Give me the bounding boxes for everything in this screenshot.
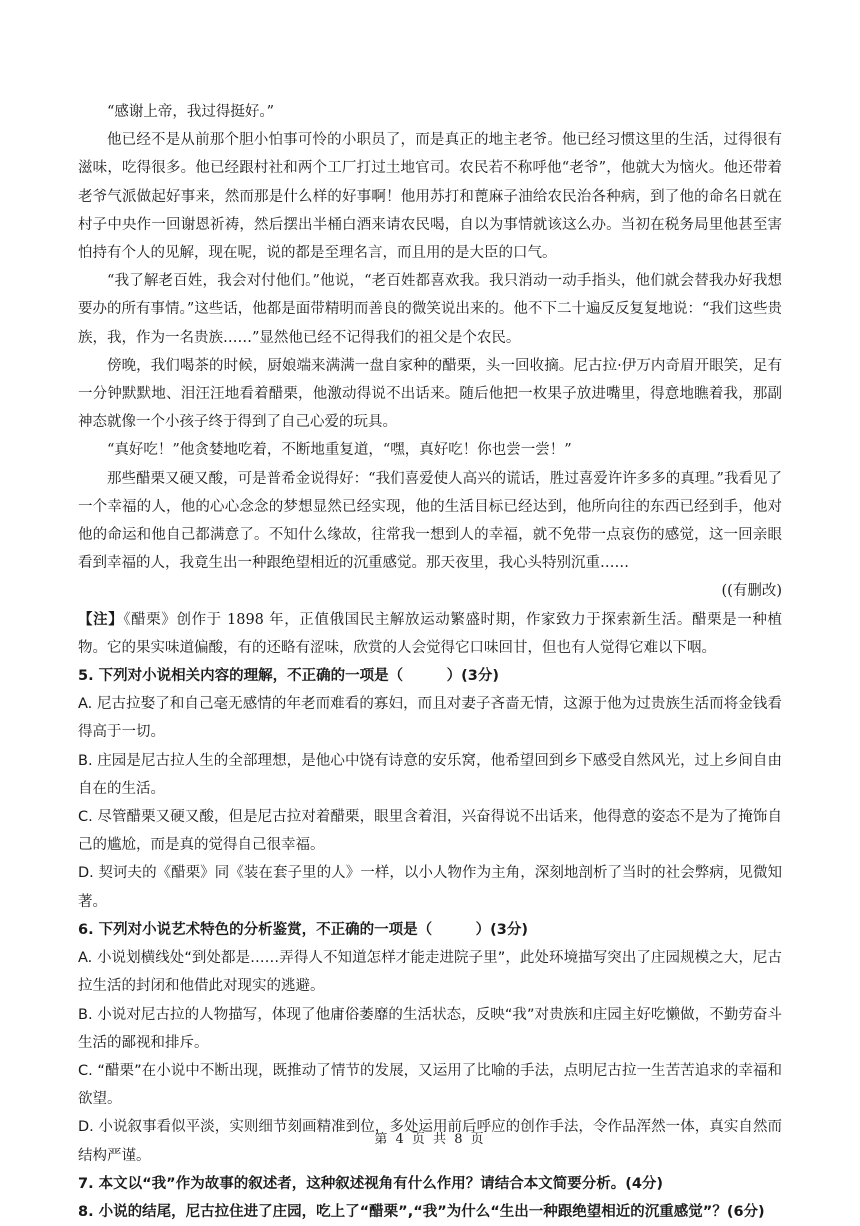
- passage-paragraph: 傍晚，我们喝茶的时候，厨娘端来满满一盘自家种的醋栗，头一回收摘。尼古拉·伊万内奇眉开眼笑，足有一分钟默默地、泪汪汪地看着醋栗，他激动得说不出话来。随后他把一枚果子放进嘴里，得意地瞧着我，那副神态就像一个小孩子终于得到了自己心爱的玩具。: [78, 357, 782, 431]
- option-c: C. “醋栗”在小说中不断出现，既推动了情节的发展，又运用了比喻的手法，点明尼古拉一生苦苦追求的幸福和欲望。: [78, 1062, 782, 1108]
- option-a: A. 尼古拉娶了和自己毫无感情的年老而难看的寡妇，而且对妻子吝啬无情，这源于他为过贵族生活而将金钱看得高于一切。: [78, 696, 782, 741]
- option-a: A. 小说划横线处“到处都是……弄得人不知道怎样才能走进院子里”，此处环境描写突出了庄园规模之大，尼古拉生活的封闭和他借此对现实的逃避。: [78, 950, 782, 995]
- question-stem: 6. 下列对小说艺术特色的分析鉴赏，不正确的一项是（ ）(3分): [78, 921, 528, 938]
- page-footer: 第 4 页 共 8 页: [374, 1132, 486, 1147]
- question-7: [78, 1170, 782, 1198]
- option-b: B. 庄园是尼古拉人生的全部理想，是他心中饶有诗意的安乐窝，他希望回到乡下感受自然风光，过上乡间自由自在的生活。: [78, 752, 782, 797]
- passage-paragraph: “我了解老百姓，我会对付他们。”他说，“老百姓都喜欢我。我只消动一动手指头，他们就会替我办好我想要办的所有事情。”这些话，他都是面带精明而善良的微笑说出来的。他不下二十遍反反复复地说：“我们这些贵族，我，作为一名贵族……”显然他已经不记得我们的祖父是个农民。: [78, 273, 783, 346]
- option-d: D. 小说叙事看似平淡，实则细节刻画精准到位，多处运用前后呼应的创作手法，令作品浑然一体，真实自然而结构严谨。: [78, 1119, 782, 1164]
- passage-paragraph: 那些醋栗又硬又酸，可是普希金说得好：“我们喜爱使人高兴的谎话，胜过喜爱许许多多的真理。”我看见了一个幸福的人，他的心心念念的梦想显然已经实现，他的生活目标已经达到，他所向往的东西已经到手，他对他的命运和他自己都满意了。不知什么缘故，往常我一想到人的幸福，就不免带一点哀伤的感觉，这一回亲眼看到幸福的人，我竟生出一种跟绝望相近的沉重感觉。那天夜里，我心头特别沉重……: [78, 470, 782, 572]
- document-page: [78, 98, 782, 1226]
- option-d: D. 契诃夫的《醋栗》同《装在套子里的人》一样，以小人物作为主角，深刻地剖析了当时的社会弊病，见微知著。: [78, 865, 782, 910]
- note-tag: 【注】: [78, 611, 124, 628]
- question-stem: 7. 本文以“我”作为故事的叙述者，这种叙述视角有什么作用？请结合本文简要分析。(4分): [78, 1175, 664, 1192]
- passage-paragraph: “真好吃！”他贪婪地吃着，不断地重复道，“嘿，真好吃！你也尝一尝！”: [107, 442, 572, 459]
- passage: [78, 98, 782, 606]
- annotation-note: [78, 606, 782, 662]
- option-b: B. 小说对尼古拉的人物描写，体现了他庸俗萎靡的生活状态，反映“我”对贵族和庄园主好吃懒做，不勤劳奋斗生活的鄙视和排斥。: [78, 1006, 782, 1051]
- option-c: C. 尽管醋栗又硬又酸，但是尼古拉对着醋栗，眼里含着泪，兴奋得说不出话来，他得意的姿态不是为了掩饰自己的尴尬，而是真的觉得自己很幸福。: [78, 809, 782, 854]
- question-8: [78, 1198, 782, 1226]
- source-note: ((有删改): [721, 583, 782, 600]
- passage-paragraph: 他已经不是从前那个胆小怕事可怜的小职员了，而是真正的地主老爷。他已经习惯这里的生活，过得很有滋味，吃得很多。他已经跟村社和两个工厂打过土地官司。农民若不称呼他“老爷”，他就大为恼火。他还带着老爷气派做起好事来，然而那是什么样的好事啊！他用苏打和蓖麻子油给农民治各种病，到了他的命名日就在村子中央作一回谢恩祈祷，然后摆出半桶白酒来请农民喝，自以为事情就该这么办。当初在税务局里他甚至害怕持有个人的见解，现在呢，说的都是至理名言，而且用的是大臣的口气。: [78, 132, 782, 262]
- question-stem: 5. 下列对小说相关内容的理解，不正确的一项是（ ）(3分): [78, 668, 499, 685]
- question-stem: 8. 小说的结尾，尼古拉住进了庄园，吃上了“醋栗”,“我”为什么“生出一种跟绝望相近的沉重感觉”？(6分): [78, 1203, 765, 1220]
- question-5: [78, 662, 782, 916]
- note-text: 《醋栗》创作于 1898 年，正值俄国民主解放运动繁盛时期，作家致力于探索新生活。醋栗是一种植物。它的果实味道偏酸，有的还略有涩味，欣赏的人会觉得它口味回甘，但也有人觉得它难以下咽。: [78, 611, 782, 656]
- passage-paragraph: “感谢上帝，我过得挺好。”: [107, 104, 275, 120]
